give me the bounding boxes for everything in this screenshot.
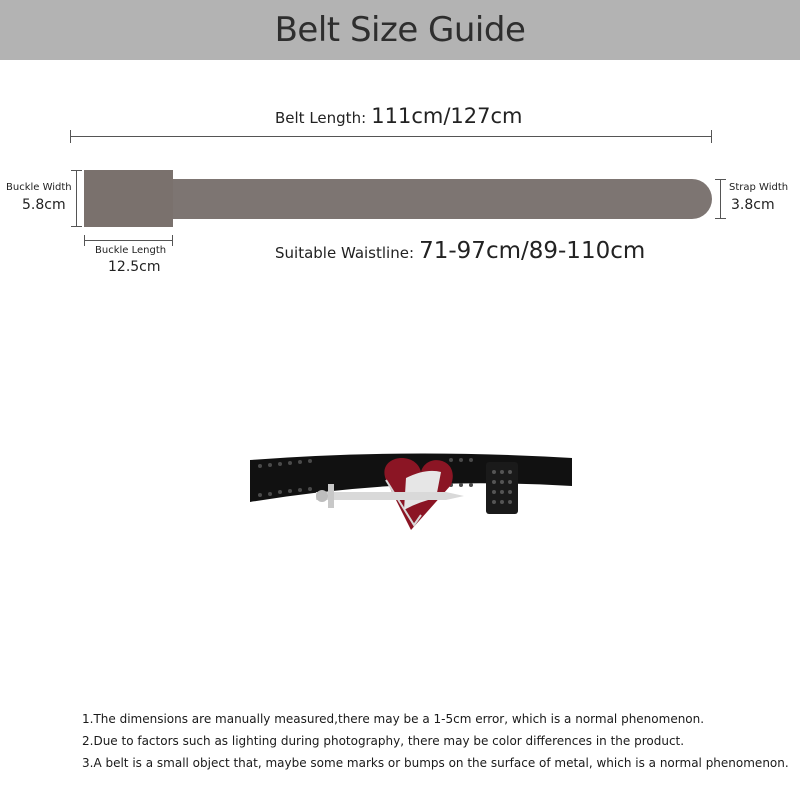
buckle-width-value: 5.8cm (22, 197, 66, 213)
buckle-length-tick-right (172, 235, 173, 246)
page-title: Belt Size Guide (274, 10, 526, 50)
strap-width-tick-bottom (715, 218, 726, 219)
note-1: 1.The dimensions are manually measured,there may be a 1-5cm error, which is a normal phenomenon. (82, 712, 705, 726)
belt-product-photo (236, 440, 581, 540)
strap-diagram (173, 179, 712, 219)
strap-width-value: 3.8cm (731, 197, 775, 213)
notes-list (82, 708, 789, 774)
buckle-length-label: Buckle Length (95, 245, 167, 256)
belt-length (275, 104, 522, 128)
buckle-width-tick-top (71, 170, 82, 171)
note-3: 3.A belt is a small object that, maybe some marks or bumps on the surface of metal, which is a normal phenomenon. (82, 756, 789, 770)
buckle-length-tick-left (84, 235, 85, 246)
belt-length-line (70, 136, 712, 137)
waistline-value: 71-97cm/89-110cm (419, 238, 646, 264)
buckle-length-line (84, 240, 173, 241)
buckle-width-line (76, 170, 77, 227)
buckle-length-value: 12.5cm (108, 259, 161, 275)
buckle-diagram (84, 170, 173, 227)
header-bar (0, 0, 800, 60)
belt-length-tick-right (711, 130, 712, 143)
strap-width-line (720, 179, 721, 219)
note-2: 2.Due to factors such as lighting during photography, there may be color differences in the product. (82, 734, 685, 748)
belt-length-value: 111cm/127cm (371, 104, 523, 128)
belt-length-label: Belt Length: (275, 109, 367, 127)
buckle-width-label: Buckle Width (6, 182, 72, 193)
waistline (275, 238, 645, 264)
dagger-guard (328, 484, 334, 508)
belt-loop (486, 462, 518, 514)
strap-width-label: Strap Width (729, 182, 789, 193)
belt-length-tick-left (70, 130, 71, 143)
dagger-pommel (316, 490, 328, 502)
strap-width-tick-top (715, 179, 726, 180)
buckle-width-tick-bottom (71, 226, 82, 227)
dagger-blade (316, 492, 464, 500)
waistline-label: Suitable Waistline: (275, 244, 415, 262)
